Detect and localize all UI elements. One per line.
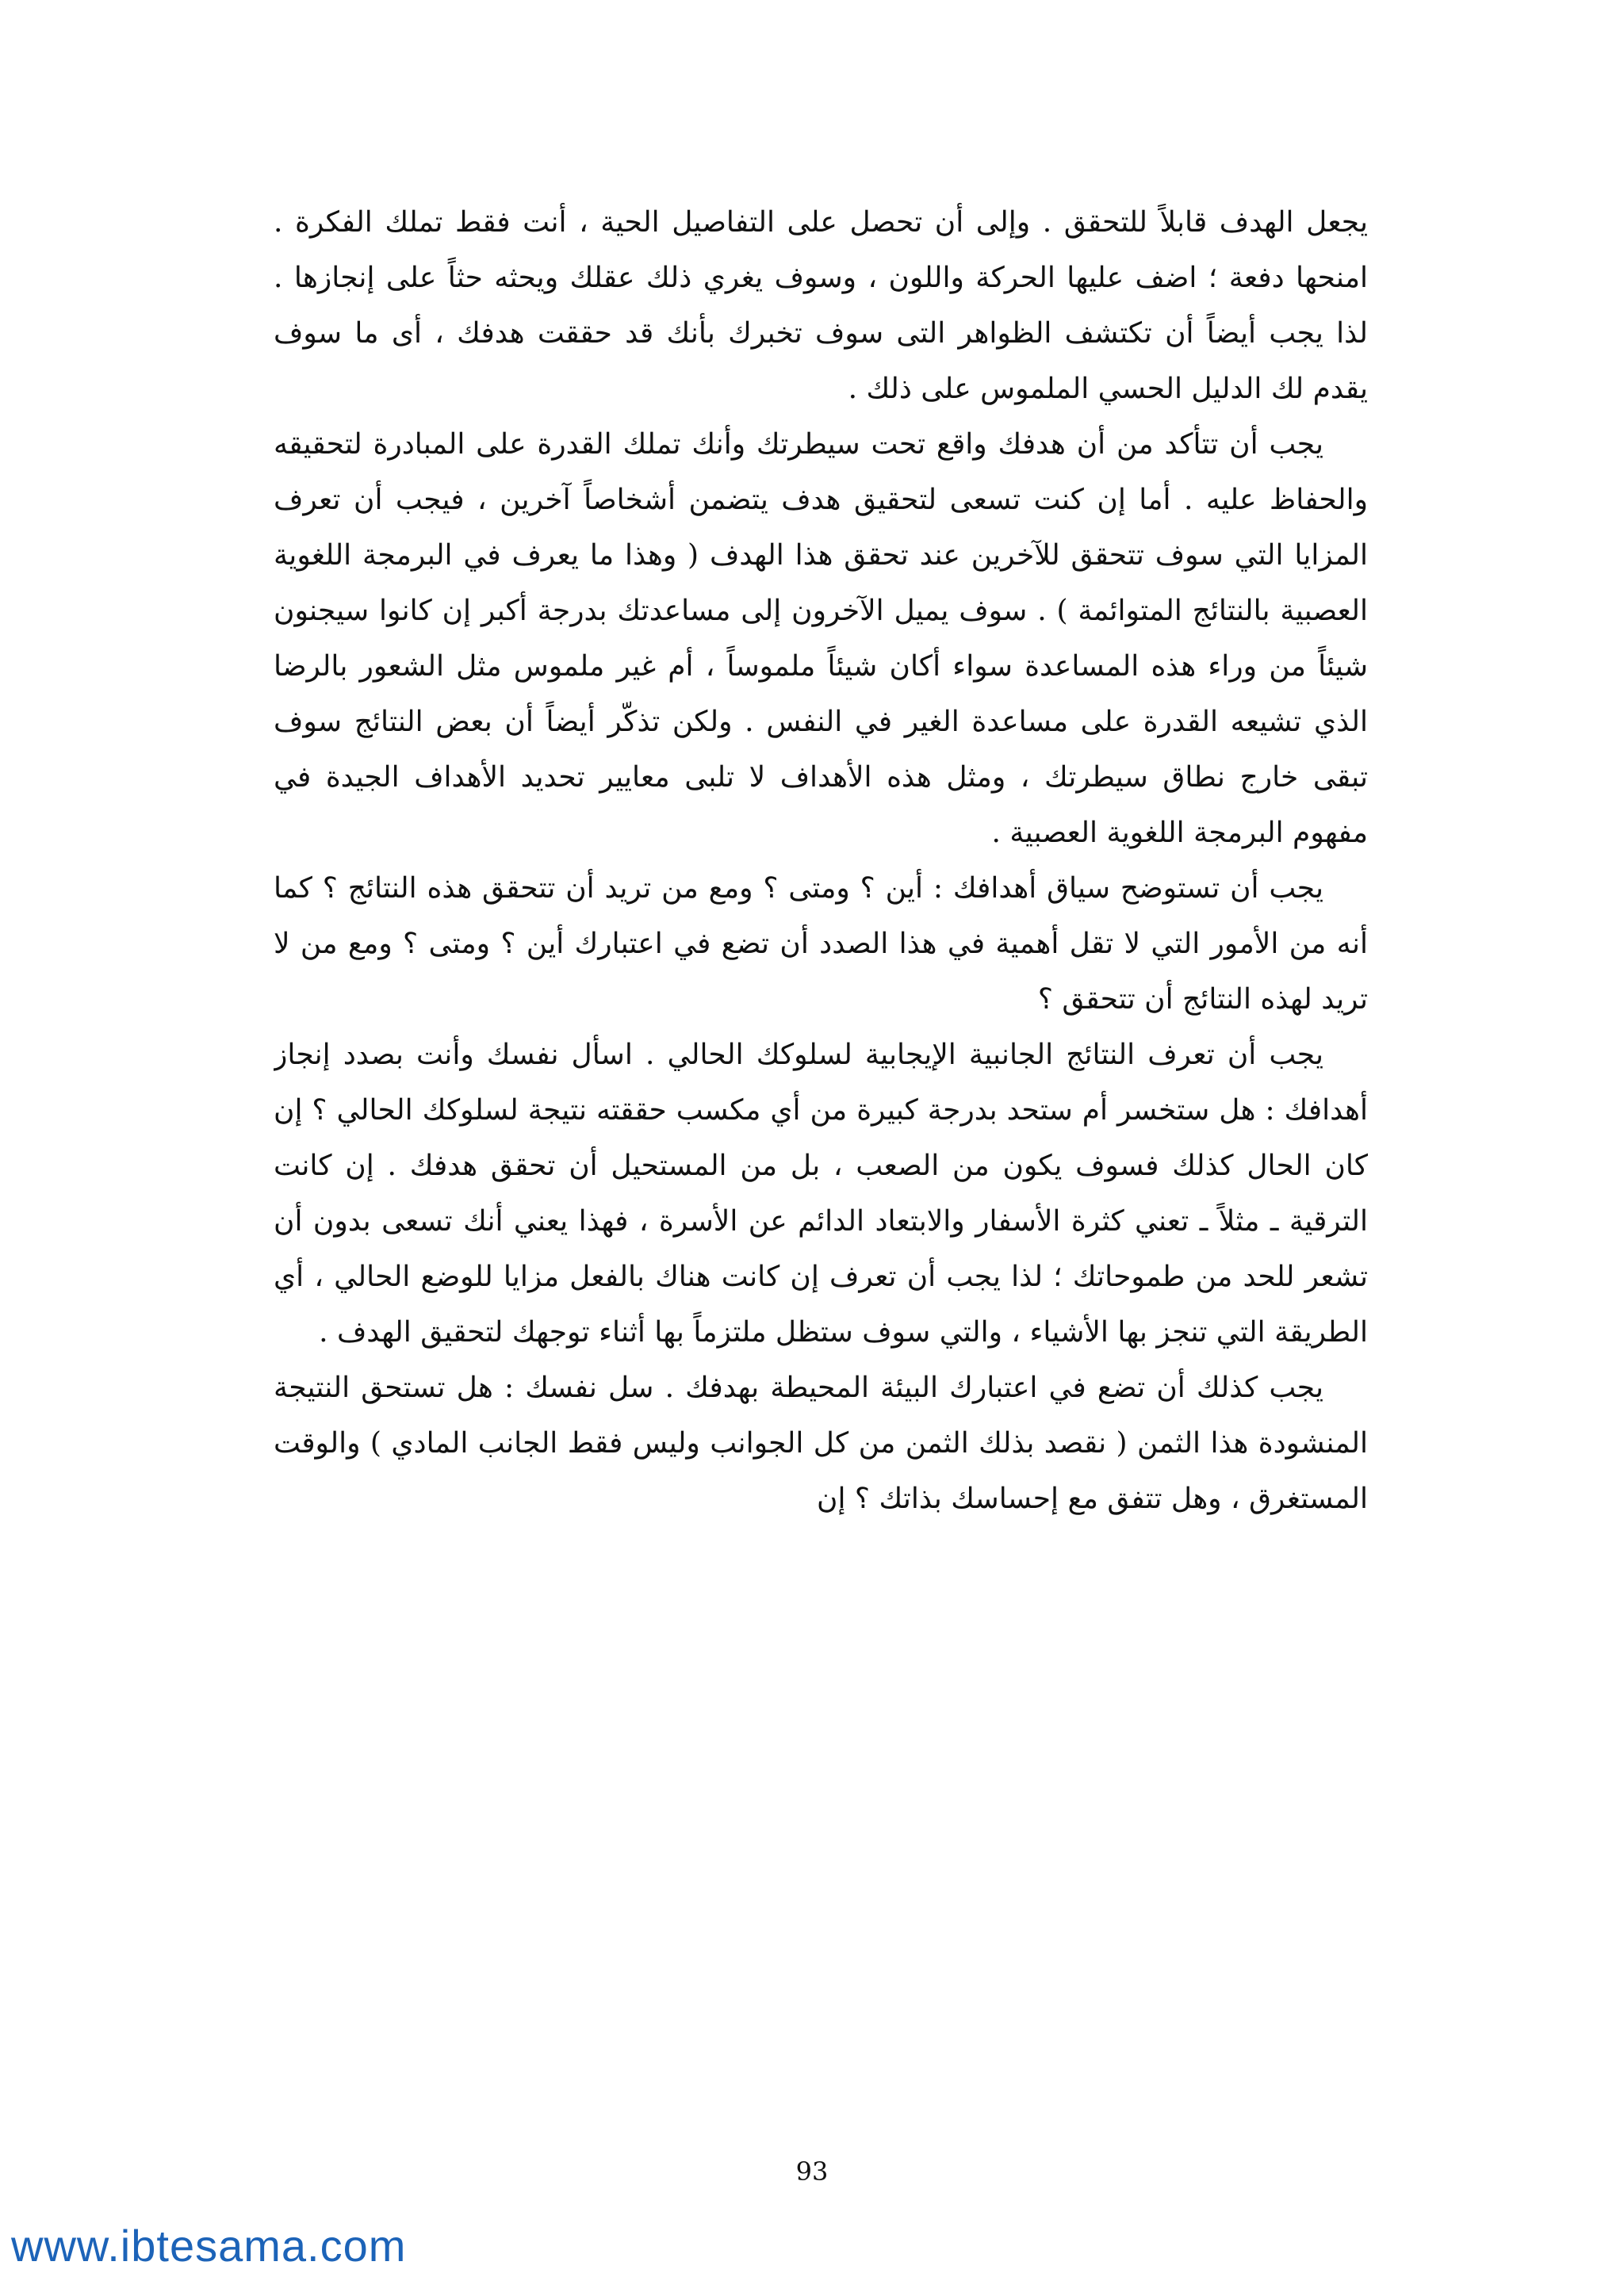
paragraph-3: يجب أن تستوضح سياق أهدافك : أين ؟ ومتى ؟ ومع من تريد أن تتحقق هذه النتائج ؟ كما أنه من الأمور التي لا تقل أهمية في هذا الصدد أن تضع في اعتبارك أين ؟ ومتى ؟ ومع من لا تريد لهذه النتائج أن تتحقق ؟: [274, 872, 1368, 1016]
paragraph-4: يجب أن تعرف النتائج الجانبية الإيجابية لسلوكك الحالي . اسأل نفسك وأنت بصدد إنجاز أهدافك : هل ستخسر أم ستحد بدرجة كبيرة من أي مكسب حققته نتيجة لسلوكك الحالي ؟ إن كان الحال كذلك فسوف يكون من الصعب ، بل من المستحيل أن تحقق هدفك . إن كانت الترقية ـ مثلاً ـ تعني كثرة الأسفار والابتعاد الدائم عن الأسرة ، فهذا يعني أنك تسعى بدون أن تشعر للحد من طموحاتك ؛ لذا يجب أن تعرف إن كانت هناك بالفعل مزايا للوضع الحالي ، أي الطريقة التي تنجز بها الأشياء ، والتي سوف ستظل ملتزماً بها أثناء توجهك لتحقيق الهدف .: [274, 1039, 1368, 1349]
paragraph-1: يجعل الهدف قابلاً للتحقق . وإلى أن تحصل على التفاصيل الحية ، أنت فقط تملك الفكرة . امنحها دفعة ؛ اضف عليها الحركة واللون ، وسوف يغري ذلك عقلك ويحثه حثاً على إنجازها . لذا يجب أيضاً أن تكتشف الظواهر التى سوف تخبرك بأنك قد حققت هدفك ، أى ما سوف يقدم لك الدليل الحسي الملموس على ذلك .: [274, 206, 1368, 405]
page-number: 93: [795, 2156, 829, 2187]
watermark-url: www.ibtesama.com: [11, 2221, 407, 2271]
paragraph-2: يجب أن تتأكد من أن هدفك واقع تحت سيطرتك وأنك تملك القدرة على المبادرة لتحقيقه والحفاظ عليه . أما إن كنت تسعى لتحقيق هدف يتضمن أشخاصاً آخرين ، فيجب أن تعرف المزايا التي سوف تتحقق للآخرين عند تحقق هذا الهدف ( وهذا ما يعرف في البرمجة اللغوية العصبية بالنتائج المتوائمة ) . سوف يميل الآخرون إلى مساعدتك بدرجة أكبر إن كانوا سيجنون شيئاً من وراء هذه المساعدة سواء أكان شيئاً ملموساً ، أم غير ملموس مثل الشعور بالرضا الذي تشيعه القدرة على مساعدة الغير في النفس . ولكن تذكّر أيضاً أن بعض النتائج سوف تبقى خارج نطاق سيطرتك ، ومثل هذه الأهداف لا تلبى معايير تحديد الأهداف الجيدة في مفهوم البرمجة اللغوية العصبية .: [274, 428, 1368, 849]
paragraph-5: يجب كذلك أن تضع في اعتبارك البيئة المحيطة بهدفك . سل نفسك : هل تستحق النتيجة المنشودة هذا الثمن ( نقصد بذلك الثمن من كل الجوانب وليس فقط الجانب المادي ) والوقت المستغرق ، وهل تتفق مع إحساسك بذاتك ؟ إن: [274, 1372, 1368, 1515]
page-body: [274, 195, 1368, 1915]
